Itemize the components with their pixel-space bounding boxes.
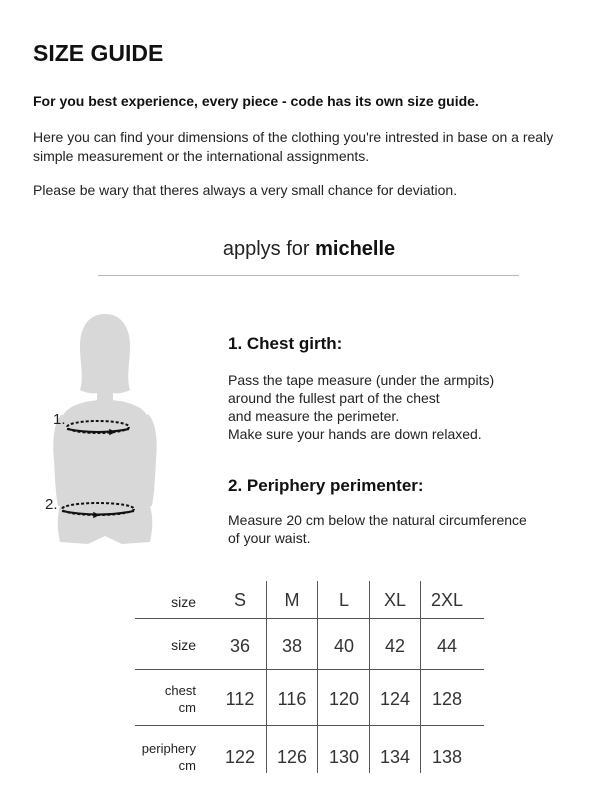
applies-for-prefix: applys for bbox=[222, 238, 316, 260]
table-cell: 112 bbox=[225, 689, 255, 709]
row-label-unit: cm bbox=[178, 758, 196, 773]
periphery-perimeter-heading: 2. Periphery perimenter: bbox=[228, 476, 424, 495]
body-silhouette-figure bbox=[40, 310, 170, 550]
table-rule bbox=[135, 669, 484, 670]
row-label-chest bbox=[165, 682, 196, 716]
description-line: Pass the tape measure (under the armpits) bbox=[228, 372, 495, 388]
table-cell: 134 bbox=[379, 747, 411, 767]
chest-girth-heading: 1. Chest girth: bbox=[228, 334, 343, 353]
column-divider bbox=[266, 581, 267, 773]
row-label-size: size bbox=[171, 637, 196, 653]
size-table bbox=[0, 581, 600, 799]
table-rule bbox=[135, 618, 484, 619]
table-cell: 116 bbox=[277, 689, 307, 709]
product-name: michelle bbox=[315, 238, 396, 260]
column-divider bbox=[369, 581, 370, 773]
size-column-header: L bbox=[338, 590, 349, 610]
description-line: and measure the perimeter. bbox=[228, 408, 400, 424]
marker-label-periphery: 2. bbox=[45, 496, 58, 513]
table-cell: 124 bbox=[379, 689, 411, 709]
table-cell: 138 bbox=[431, 747, 463, 767]
table-rule bbox=[135, 725, 484, 726]
table-cell: 36 bbox=[229, 636, 251, 656]
description-line: Measure 20 cm below the natural circumference bbox=[228, 512, 527, 528]
divider bbox=[98, 275, 519, 276]
chest-girth-description bbox=[228, 371, 568, 443]
marker-label-chest: 1. bbox=[53, 411, 66, 428]
applies-for-heading bbox=[0, 238, 600, 261]
intro-text: Here you can find your dimensions of the clothing you're intrested in base on a realy simple measurement or the international assignments. bbox=[33, 129, 554, 164]
row-label-line: periphery bbox=[141, 741, 196, 756]
row-label-unit: cm bbox=[178, 700, 196, 715]
size-column-header: 2XL bbox=[430, 590, 464, 610]
row-label-line: chest bbox=[164, 683, 196, 698]
column-divider bbox=[420, 581, 421, 773]
description-line: Make sure your hands are down relaxed. bbox=[228, 426, 482, 442]
table-cell: 40 bbox=[333, 636, 355, 656]
size-column-header: M bbox=[284, 590, 300, 610]
table-cell: 120 bbox=[328, 689, 360, 709]
deviation-note: Please be wary that theres always a very small chance for deviation. bbox=[33, 182, 458, 198]
table-cell: 128 bbox=[431, 689, 463, 709]
column-divider bbox=[317, 581, 318, 773]
description-line: of your waist. bbox=[228, 530, 311, 546]
size-column-header: S bbox=[233, 590, 246, 610]
lead-text: For you best experience, every piece - code has its own size guide. bbox=[33, 93, 479, 109]
periphery-perimeter-description bbox=[228, 511, 568, 547]
table-cell: 130 bbox=[328, 747, 360, 767]
table-header-label: size bbox=[171, 594, 196, 610]
row-label-periphery bbox=[142, 740, 196, 774]
table-cell: 122 bbox=[224, 747, 256, 767]
table-cell: 38 bbox=[281, 636, 303, 656]
size-column-header: XL bbox=[383, 590, 407, 610]
table-cell: 126 bbox=[276, 747, 308, 767]
page-title: SIZE GUIDE bbox=[33, 40, 164, 66]
table-cell: 44 bbox=[436, 636, 458, 656]
table-cell: 42 bbox=[384, 636, 406, 656]
description-line: around the fullest part of the chest bbox=[228, 390, 440, 406]
